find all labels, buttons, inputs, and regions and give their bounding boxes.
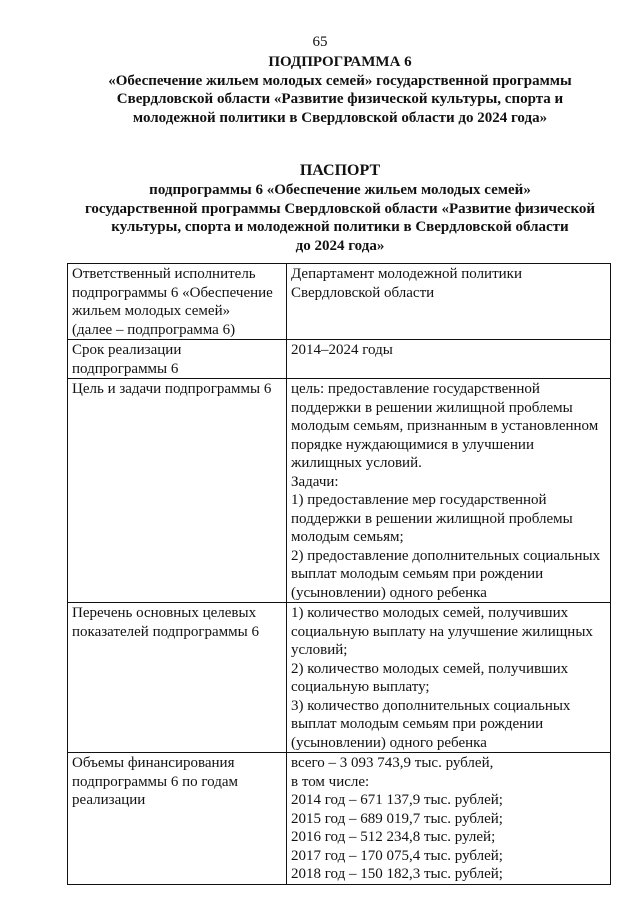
table-row (68, 753, 611, 885)
row-value-line: цель: предоставление государственной (291, 381, 540, 397)
passport-title: ПАСПОРТ (299, 162, 381, 179)
row-label-line: подпрограммы 6 «Обеспечение (72, 284, 273, 301)
passport-subtitle-line: до 2024 года» (295, 237, 385, 254)
passport-subtitle-line: культуры, спорта и молодежной политики в Свердловской области (111, 219, 569, 235)
row-label-cell (68, 603, 287, 753)
table-row (68, 603, 611, 753)
row-label-line: Срок реализации (72, 342, 182, 358)
row-value-line: 2016 год – 512 234,8 тыс. рулей; (291, 829, 496, 845)
table-row (68, 340, 611, 379)
row-value-cell (287, 603, 611, 753)
row-label-line: подпрограммы 6 (72, 360, 179, 377)
row-label-line: Ответственный исполнитель (72, 266, 256, 282)
row-value-line: всего – 3 093 743,9 тыс. рублей, (291, 755, 494, 771)
row-value-line: 2017 год – 170 075,4 тыс. рублей; (291, 847, 503, 864)
subprogram-title-line: молодежной политики в Свердловской области до 2024 года» (132, 109, 548, 126)
row-value-cell (287, 379, 611, 603)
row-value-cell (287, 753, 611, 885)
row-value-line: Департамент молодежной политики (291, 266, 522, 282)
row-label-line: Объемы финансирования (72, 755, 235, 771)
row-value-line: (усыновлении) одного ребенка (291, 584, 487, 601)
row-value-line: (усыновлении) одного ребенка (291, 734, 487, 751)
row-label-line: показателей подпрограммы 6 (72, 623, 259, 640)
row-value-line: порядке нуждающимися в улучшении (291, 436, 534, 453)
row-value-line: 2014 год – 671 137,9 тыс. рублей; (291, 792, 503, 808)
row-value-line: молодым семьям, признанным в установленном (291, 418, 599, 434)
row-value-line: поддержки в решении жилищной проблемы (291, 399, 573, 416)
row-value-line: поддержки в решении жилищной проблемы (291, 510, 573, 527)
row-value-line: 2) количество молодых семей, получивших (291, 660, 569, 677)
row-value-line: 3) количество дополнительных социальных (291, 697, 571, 714)
row-value-line: 1) предоставление мер государственной (291, 492, 547, 508)
row-value-line: 2014–2024 годы (291, 342, 393, 358)
subprogram-title: ПОДПРОГРАММА 6 (268, 54, 412, 70)
row-value-line: в том числе: (291, 773, 370, 790)
row-value-line: условий; (291, 642, 348, 658)
page-number: 65 (312, 34, 328, 50)
row-value-line: 2018 год – 150 182,3 тыс. рублей; (291, 866, 503, 882)
subprogram-header (60, 53, 620, 127)
row-value-line: 1) количество молодых семей, получивших (291, 605, 569, 621)
passport-table (67, 263, 611, 885)
row-value-cell (287, 264, 611, 340)
row-label-line: Цель и задачи подпрограммы 6 (72, 381, 272, 397)
row-label-line: (далее – подпрограмма 6) (72, 321, 236, 338)
row-label-line: Перечень основных целевых (72, 605, 257, 621)
row-value-line: социальную выплату; (291, 679, 430, 695)
row-value-line: Задачи: (291, 473, 339, 490)
row-value-line: 2015 год – 689 019,7 тыс. рублей; (291, 810, 503, 827)
row-label-cell (68, 379, 287, 603)
passport-subtitle-line: государственной программы Свердловской области «Развитие физической (84, 200, 596, 217)
row-value-line: 2) предоставление дополнительных социальных (291, 547, 601, 564)
row-value-line: Свердловской области (291, 284, 435, 301)
row-label-cell (68, 340, 287, 379)
row-label-line: подпрограммы 6 по годам (72, 773, 239, 790)
row-value-line: молодым семьям; (291, 529, 404, 545)
row-value-cell (287, 340, 611, 379)
row-label-cell (68, 753, 287, 885)
row-value-line: социальную выплату на улучшение жилищных (291, 623, 593, 640)
row-value-line: выплат молодым семьям при рождении (291, 716, 544, 732)
table-row (68, 379, 611, 603)
table-row (68, 264, 611, 340)
row-label-line: жильем молодых семей» (72, 303, 231, 319)
passport-subtitle-line: подпрограммы 6 «Обеспечение жильем молодых семей» (149, 182, 531, 198)
subprogram-title-line: Свердловской области «Развитие физической культуры, спорта и (116, 91, 564, 107)
row-label-cell (68, 264, 287, 340)
subprogram-title-line: «Обеспечение жильем молодых семей» государственной программы (108, 72, 572, 89)
row-label-line: реализации (72, 792, 146, 808)
row-value-line: выплат молодым семьям при рождении (291, 566, 544, 582)
row-value-line: жилищных условий. (291, 455, 422, 471)
passport-header (60, 161, 620, 255)
